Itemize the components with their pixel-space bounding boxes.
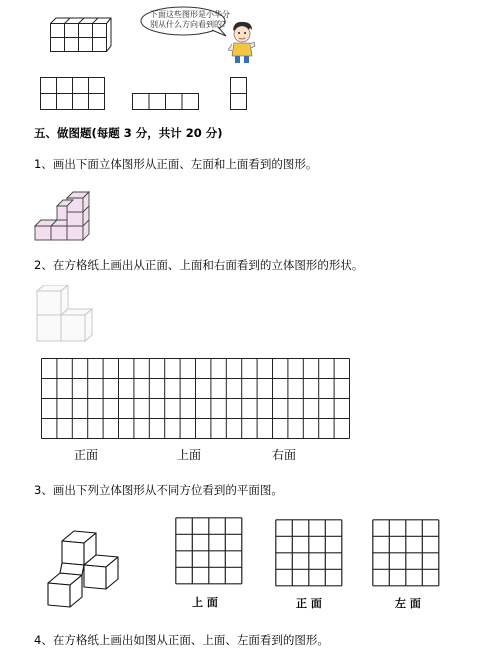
q3-grid-front-view[interactable] xyxy=(275,519,343,587)
view-grid-2x4 xyxy=(40,77,106,111)
boy-illustration xyxy=(228,20,256,64)
top-solid-figure xyxy=(50,15,112,55)
q2-label-front: 正面 xyxy=(74,448,99,462)
q2-label-right: 右面 xyxy=(272,448,297,462)
view-grid-2x1 xyxy=(230,77,248,111)
view-grid-1x4 xyxy=(132,93,200,111)
q3-grid-left-view[interactable] xyxy=(372,519,440,587)
q2-text: 2、在方格纸上画出从正面、上面和右面看到的立体图形的形状。 xyxy=(34,258,364,272)
q3-solid-figure xyxy=(44,527,120,609)
q3-text: 3、画出下列立体图形从不同方位看到的平面图。 xyxy=(34,483,283,497)
q2-solid-figure xyxy=(36,285,100,343)
speech-bubble-line1: 下面这些图形是小华分 xyxy=(150,10,230,19)
q4-text: 4、在方格纸上画出如图从正面、上面、左面看到的图形。 xyxy=(34,633,329,647)
section5-heading: 五、做图题(每题 3 分，共计 20 分) xyxy=(34,126,223,140)
q3-label-top: 上 面 xyxy=(192,596,218,609)
q3-grid-top-view[interactable] xyxy=(175,517,243,585)
q1-solid-figure xyxy=(33,186,93,242)
q2-label-top: 上面 xyxy=(177,448,202,462)
q2-answer-grid[interactable] xyxy=(41,358,351,442)
speech-bubble-line2: 别从什么方向看到的? xyxy=(150,20,227,29)
q1-text: 1、画出下面立体图形从正面、左面和上面看到的图形。 xyxy=(34,157,318,171)
q3-label-front: 正 面 xyxy=(296,597,322,610)
q3-label-left: 左 面 xyxy=(395,597,421,610)
